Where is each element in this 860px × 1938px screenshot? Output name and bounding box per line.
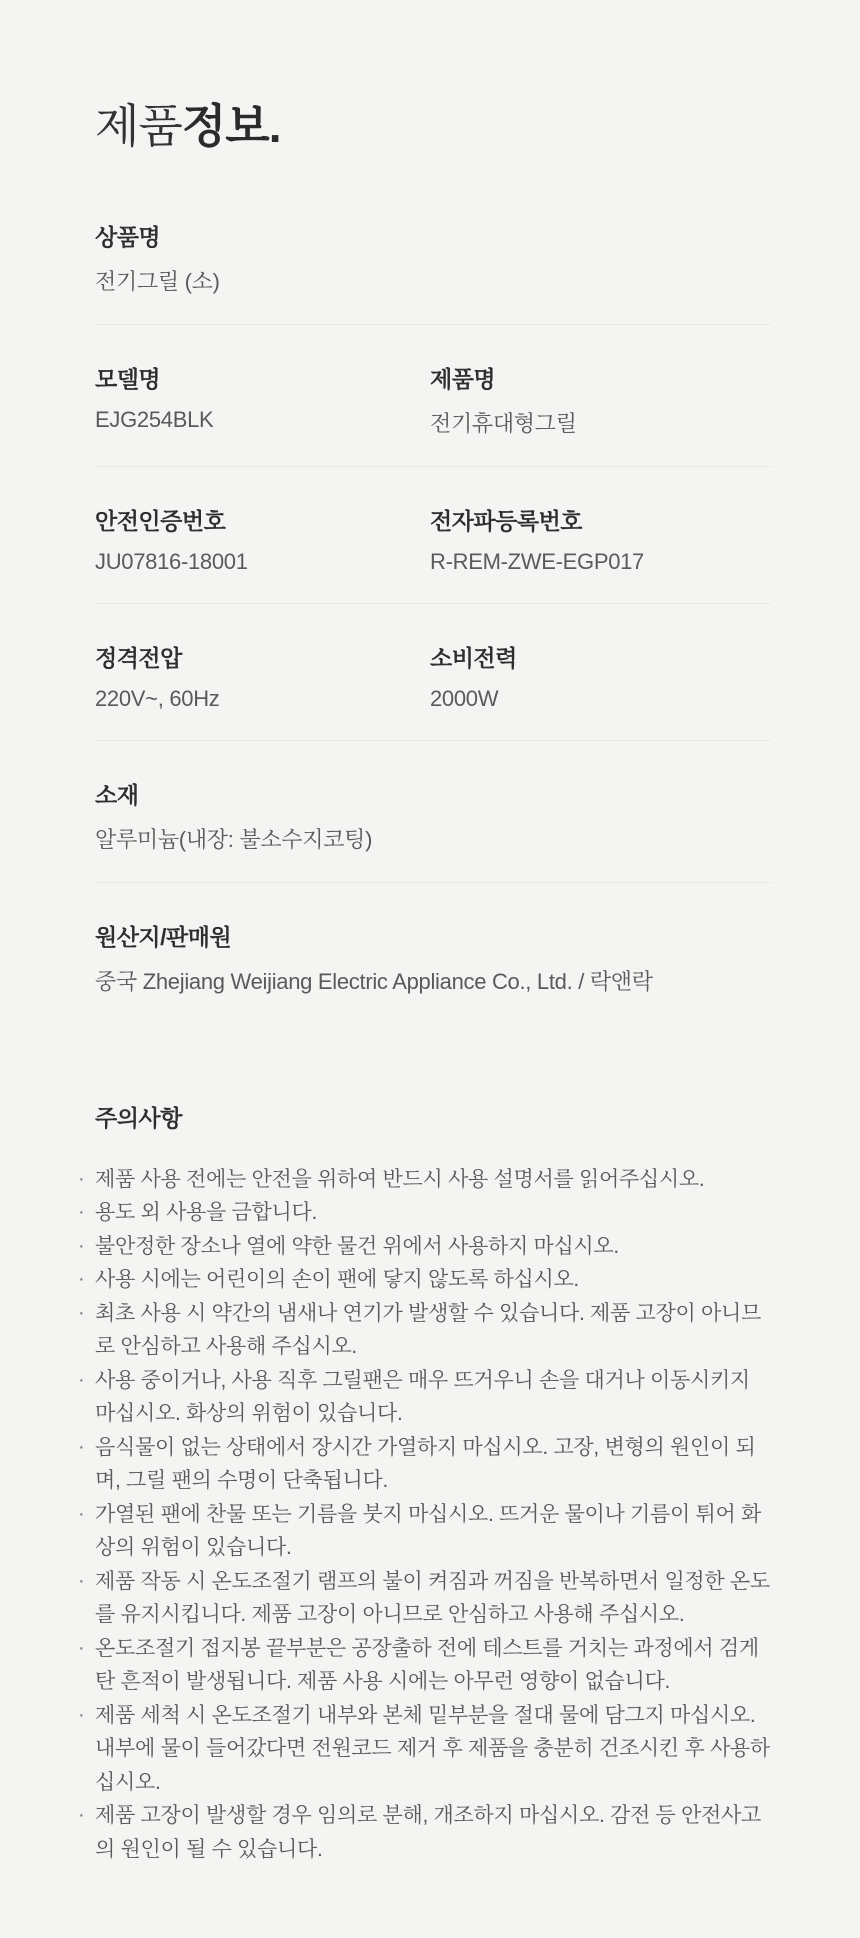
caution-text: 제품 사용 전에는 안전을 위하여 반드시 사용 설명서를 읽어주십시오. — [95, 1167, 705, 1191]
caution-text: 용도 외 사용을 금합니다. — [95, 1201, 317, 1225]
product-info-page — [78, 100, 771, 1866]
spec-row-certification — [95, 467, 771, 604]
spec-row-power — [95, 604, 771, 741]
caution-item — [73, 1196, 771, 1230]
caution-text: 제품 고장이 발생할 경우 임의로 분해, 개조하지 마십시오. 감전 등 안전사고의 원인이 될 수 있습니다. — [95, 1804, 761, 1861]
caution-item — [73, 1364, 771, 1431]
page-title-bold: 정보. — [181, 100, 281, 152]
caution-item — [73, 1230, 771, 1264]
bullet-icon: · — [78, 1234, 85, 1257]
spec-value-product-name: 전기그릴 (소) — [95, 268, 220, 294]
bullet-icon: · — [78, 1268, 85, 1291]
spec-col — [95, 503, 430, 575]
spec-col — [430, 503, 765, 575]
spec-col — [95, 640, 430, 712]
bullet-icon: · — [78, 1368, 85, 1391]
bullet-icon: · — [78, 1201, 85, 1224]
spec-value-model-name: EJG254BLK — [95, 406, 214, 432]
spec-col — [430, 640, 765, 712]
cautions-section — [78, 1100, 771, 1867]
spec-row-material — [95, 741, 771, 883]
caution-text: 사용 중이거나, 사용 직후 그릴팬은 매우 뜨거우니 손을 대거나 이동시키지 마십시오. 화상의 위험이 있습니다. — [95, 1368, 750, 1426]
spec-label-safety-cert-number: 안전인증번호 — [95, 507, 226, 534]
cautions-heading: 주의사항 — [95, 1104, 182, 1131]
caution-item — [73, 1565, 771, 1632]
caution-text: 음식물이 없는 상태에서 장시간 가열하지 마십시오. 고장, 변형의 원인이 되며, 그릴 팬의 수명이 단축됩니다. — [95, 1435, 756, 1493]
caution-text: 제품 작동 시 온도조절기 램프의 불이 켜짐과 꺼짐을 반복하면서 일정한 온도를 유지시킵니다. 제품 고장이 아니므로 안심하고 사용해 주십시오. — [95, 1569, 770, 1627]
spec-label-item-name: 제품명 — [430, 365, 496, 392]
caution-item — [73, 1163, 771, 1197]
caution-text: 가열된 팬에 찬물 또는 기름을 붓지 마십시오. 뜨거운 물이나 기름이 튀어 화상의 위험이 있습니다. — [95, 1502, 761, 1560]
spec-value-rated-voltage: 220V~, 60Hz — [95, 685, 220, 711]
caution-item — [73, 1799, 771, 1866]
caution-list — [73, 1163, 771, 1867]
caution-text: 최초 사용 시 약간의 냄새나 연기가 발생할 수 있습니다. 제품 고장이 아니므로 안심하고 사용해 주십시오. — [95, 1301, 761, 1359]
spec-col — [95, 777, 771, 854]
spec-row-product-name — [95, 189, 771, 325]
spec-value-item-name: 전기휴대형그릴 — [430, 410, 577, 436]
caution-text: 사용 시에는 어린이의 손이 팬에 닿지 않도록 하십시오. — [95, 1268, 579, 1292]
spec-label-rated-voltage: 정격전압 — [95, 644, 182, 671]
spec-value-emc-reg-number: R-REM-ZWE-EGP017 — [430, 548, 644, 574]
bullet-icon: · — [78, 1804, 85, 1827]
page-title — [95, 100, 771, 153]
bullet-icon: · — [78, 1167, 85, 1190]
caution-item — [73, 1632, 771, 1699]
spec-row-model — [95, 325, 771, 467]
spec-col — [95, 919, 771, 996]
spec-label-power-consumption: 소비전력 — [430, 644, 517, 671]
bullet-icon: · — [78, 1301, 85, 1324]
caution-item — [73, 1263, 771, 1297]
caution-text: 온도조절기 접지봉 끝부분은 공장출하 전에 테스트를 거치는 과정에서 검게 탄 흔적이 발생됩니다. 제품 사용 시에는 아무런 영향이 없습니다. — [95, 1636, 759, 1694]
caution-item — [73, 1498, 771, 1565]
caution-text: 불안정한 장소나 열에 약한 물건 위에서 사용하지 마십시오. — [95, 1234, 619, 1258]
spec-value-power-consumption: 2000W — [430, 685, 499, 711]
bullet-icon: · — [78, 1569, 85, 1592]
spec-value-origin-seller: 중국 Zhejiang Weijiang Electric Appliance Co., Ltd. / 락앤락 — [95, 968, 653, 994]
spec-label-origin-seller: 원산지/판매원 — [95, 923, 232, 950]
spec-label-material: 소재 — [95, 781, 139, 808]
spec-label-model-name: 모델명 — [95, 365, 161, 392]
caution-item — [73, 1431, 771, 1498]
bullet-icon: · — [78, 1636, 85, 1659]
bullet-icon: · — [78, 1703, 85, 1726]
spec-label-emc-reg-number: 전자파등록번호 — [430, 507, 583, 534]
spec-value-safety-cert-number: JU07816-18001 — [95, 548, 248, 574]
spec-value-material: 알루미늄(내장: 불소수지코팅) — [95, 826, 373, 852]
caution-item — [73, 1699, 771, 1800]
caution-text: 제품 세척 시 온도조절기 내부와 본체 밑부분을 절대 물에 담그지 마십시오. 내부에 물이 들어갔다면 전원코드 제거 후 제품을 충분히 건조시킨 후 사용하십시오. — [95, 1703, 770, 1794]
bullet-icon: · — [78, 1435, 85, 1458]
spec-label-product-name: 상품명 — [95, 223, 161, 250]
caution-item — [73, 1297, 771, 1364]
bullet-icon: · — [78, 1502, 85, 1525]
spec-row-origin-seller — [95, 883, 771, 1024]
page-title-regular: 제품 — [95, 100, 182, 152]
spec-col — [430, 361, 765, 438]
spec-col — [95, 361, 430, 438]
spec-col — [95, 219, 771, 296]
